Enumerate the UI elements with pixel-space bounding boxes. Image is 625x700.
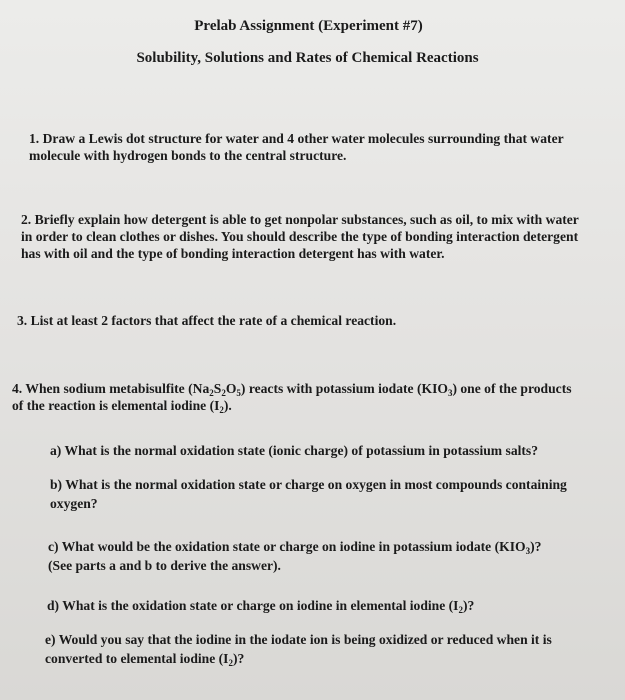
q4d-subscript: 2	[458, 605, 463, 615]
q4-subscript: 3	[447, 388, 453, 398]
question-4c	[48, 537, 618, 575]
question-4-line-2	[12, 397, 617, 414]
page-title: Prelab Assignment (Experiment #7)	[194, 18, 423, 34]
question-4e	[45, 630, 625, 668]
question-4a	[50, 441, 610, 460]
q4-text: 4. When sodium metabisulfite (Na	[12, 381, 210, 396]
q4c-text: c) What would be the oxidation state or charge on iodine in potassium iodate (KIO	[48, 539, 526, 554]
question-4b	[50, 475, 620, 513]
q4c-text: )?	[530, 539, 542, 554]
question-4c-line-2: (See parts a and b to derive the answer).	[48, 558, 281, 573]
q4c-subscript: 3	[525, 546, 531, 556]
q4-subscript: 2	[221, 388, 226, 398]
q4e-text: converted to elemental iodine (I	[45, 651, 229, 666]
question-4	[12, 380, 617, 414]
question-4a-text: a) What is the normal oxidation state (ionic charge) of potassium in potassium salts?	[50, 443, 539, 458]
question-4-line-1	[12, 380, 617, 397]
question-4c-line-1	[48, 537, 618, 556]
q4-text: ) reacts with potassium iodate (KIO	[240, 381, 448, 396]
question-3	[17, 312, 607, 329]
question-4b-line-1: b) What is the normal oxidation state or charge on oxygen in most compounds containing	[50, 477, 567, 492]
question-4d-text	[47, 596, 607, 615]
question-1-line-2: molecule with hydrogen bonds to the central structure.	[29, 148, 347, 163]
question-4b-line-2: oxygen?	[50, 496, 98, 511]
q4e-text: )?	[232, 651, 245, 666]
q4d-text: d) What is the oxidation state or charge on iodine in elemental iodine (I	[47, 598, 459, 613]
question-1	[29, 130, 589, 164]
q4-text: of the reaction is elemental iodine (I	[12, 398, 220, 413]
q4-text: ) one of the products	[452, 381, 572, 396]
question-2-line-1: 2. Briefly explain how detergent is able to get nonpolar substances, such as oil, to mix with water	[21, 212, 579, 227]
question-2-line-3: has with oil and the type of bonding interaction detergent has with water.	[21, 246, 445, 261]
question-1-line-1: 1. Draw a Lewis dot structure for water and 4 other water molecules surrounding that water	[29, 131, 564, 146]
q4-subscript: 2	[209, 388, 214, 398]
q4-subscript: 5	[236, 388, 241, 398]
question-4e-line-1: e) Would you say that the iodine in the iodate ion is being oxidized or reduced when it is	[45, 632, 552, 647]
question-4e-line-2	[45, 649, 625, 668]
question-4d	[47, 596, 607, 615]
q4-text: ).	[223, 398, 232, 413]
q4d-text: )?	[462, 598, 475, 613]
question-2-line-2: in order to clean clothes or dishes. You should describe the type of bonding interaction detergent	[21, 229, 579, 244]
q4e-subscript: 2	[228, 658, 233, 668]
q4-text: S	[213, 381, 222, 396]
question-2	[21, 211, 611, 262]
q4-text: O	[225, 381, 237, 396]
q4-subscript: 2	[219, 405, 224, 415]
page-subtitle: Solubility, Solutions and Rates of Chemical Reactions	[136, 50, 479, 66]
question-3-line-1: 3. List at least 2 factors that affect the rate of a chemical reaction.	[17, 313, 397, 328]
